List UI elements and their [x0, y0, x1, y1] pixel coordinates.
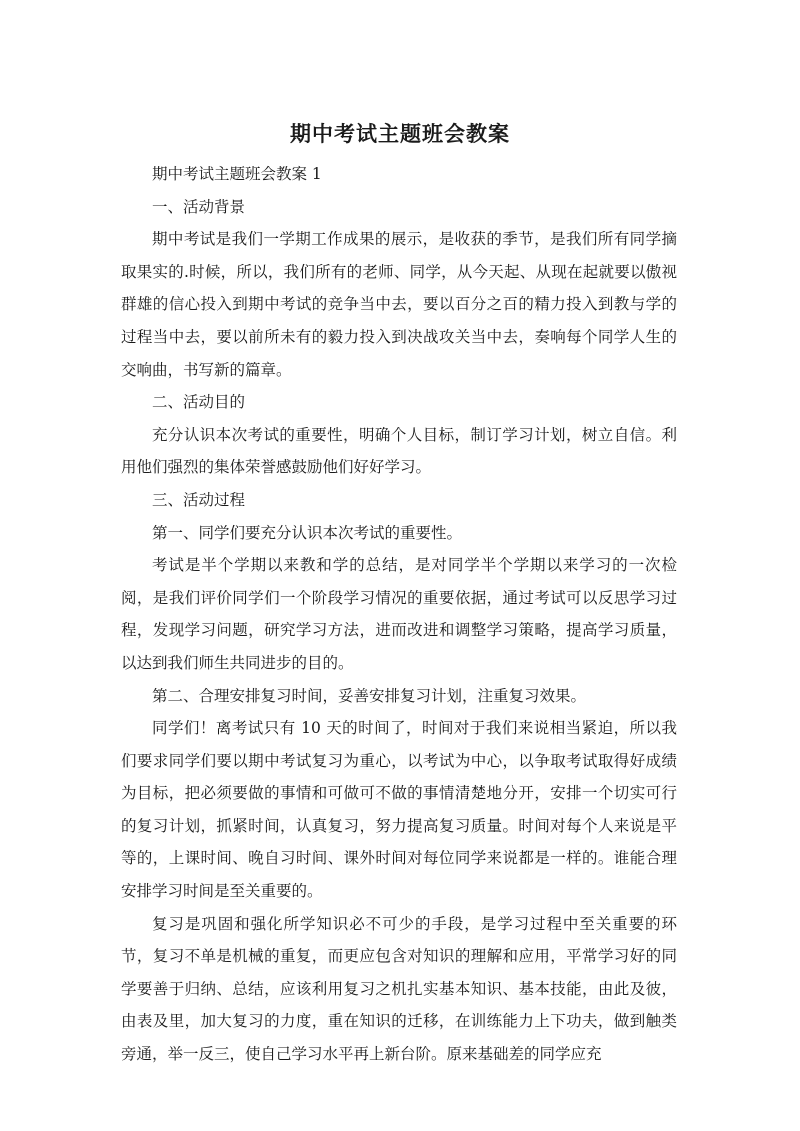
document-body: [121, 158, 677, 1071]
body-paragraph: 复习是巩固和强化所学知识必不可少的手段，是学习过程中至关重要的环节，复习不单是机械的重复，而更应包含对知识的理解和应用，平常学习好的同学要善于归纳、总结，应该利用复习之机扎实基本知识、基本技能，由此及彼，由表及里，加大复习的力度，重在知识的迁移，在训练能力上下功夫，做到触类旁通，举一反三，使自己学习水平再上新台阶。原来基础差的同学应充: [121, 914, 677, 1064]
body-paragraph: 同学们！离考试只有 10 天的时间了，时间对于我们来说相当紧迫，所以我们要求同学们要以期中考试复习为重心，以考试为中心，以争取考试取得好成绩为目标，把必须要做的事情和可做可不做的事情清楚地分开，安排一个切实可行的复习计划，抓紧时间，认真复习，努力提高复习质量。时间对每个人来说是平等的，上课时间、晚自习时间、课外时间对每位同学来说都是一样的。谁能合理安排学习时间是至关重要的。: [121, 719, 677, 901]
subsection-heading-second: 第二、合理安排复习时间，妥善安排复习计划，注重复习效果。: [152, 686, 587, 705]
section-heading-background: 一、活动背景: [152, 197, 246, 216]
section-heading-process: 三、活动过程: [152, 490, 246, 509]
body-paragraph: 期中考试是我们一学期工作成果的展示，是收获的季节，是我们所有同学摘取果实的.时候，所以，我们所有的老师、同学，从今天起、从现在起就要以傲视群雄的信心投入到期中考试的竞争当中去，要以百分之百的精力投入到教与学的过程当中去，要以前所未有的毅力投入到决战攻关当中去，奏响每个同学人生的交响曲，书写新的篇章。: [121, 230, 677, 379]
section-heading-purpose: 二、活动目的: [152, 393, 246, 412]
body-paragraph: 充分认识本次考试的重要性，明确个人目标，制订学习计划，树立自信。利用他们强烈的集体荣誉感鼓励他们好好学习。: [121, 425, 677, 477]
body-paragraph: 考试是半个学期以来教和学的总结，是对同学半个学期以来学习的一次检阅，是我们评价同学们一个阶段学习情况的重要依据，通过考试可以反思学习过程，发现学习问题，研究学习方法，进而改进和调整学习策略，提高学习质量，以达到我们师生共同进步的目的。: [121, 556, 677, 672]
subtitle-paragraph: 期中考试主题班会教案 1: [152, 165, 322, 183]
document-title: 期中考试主题班会教案: [290, 122, 510, 146]
subsection-heading-first: 第一、同学们要充分认识本次考试的重要性。: [152, 523, 463, 542]
